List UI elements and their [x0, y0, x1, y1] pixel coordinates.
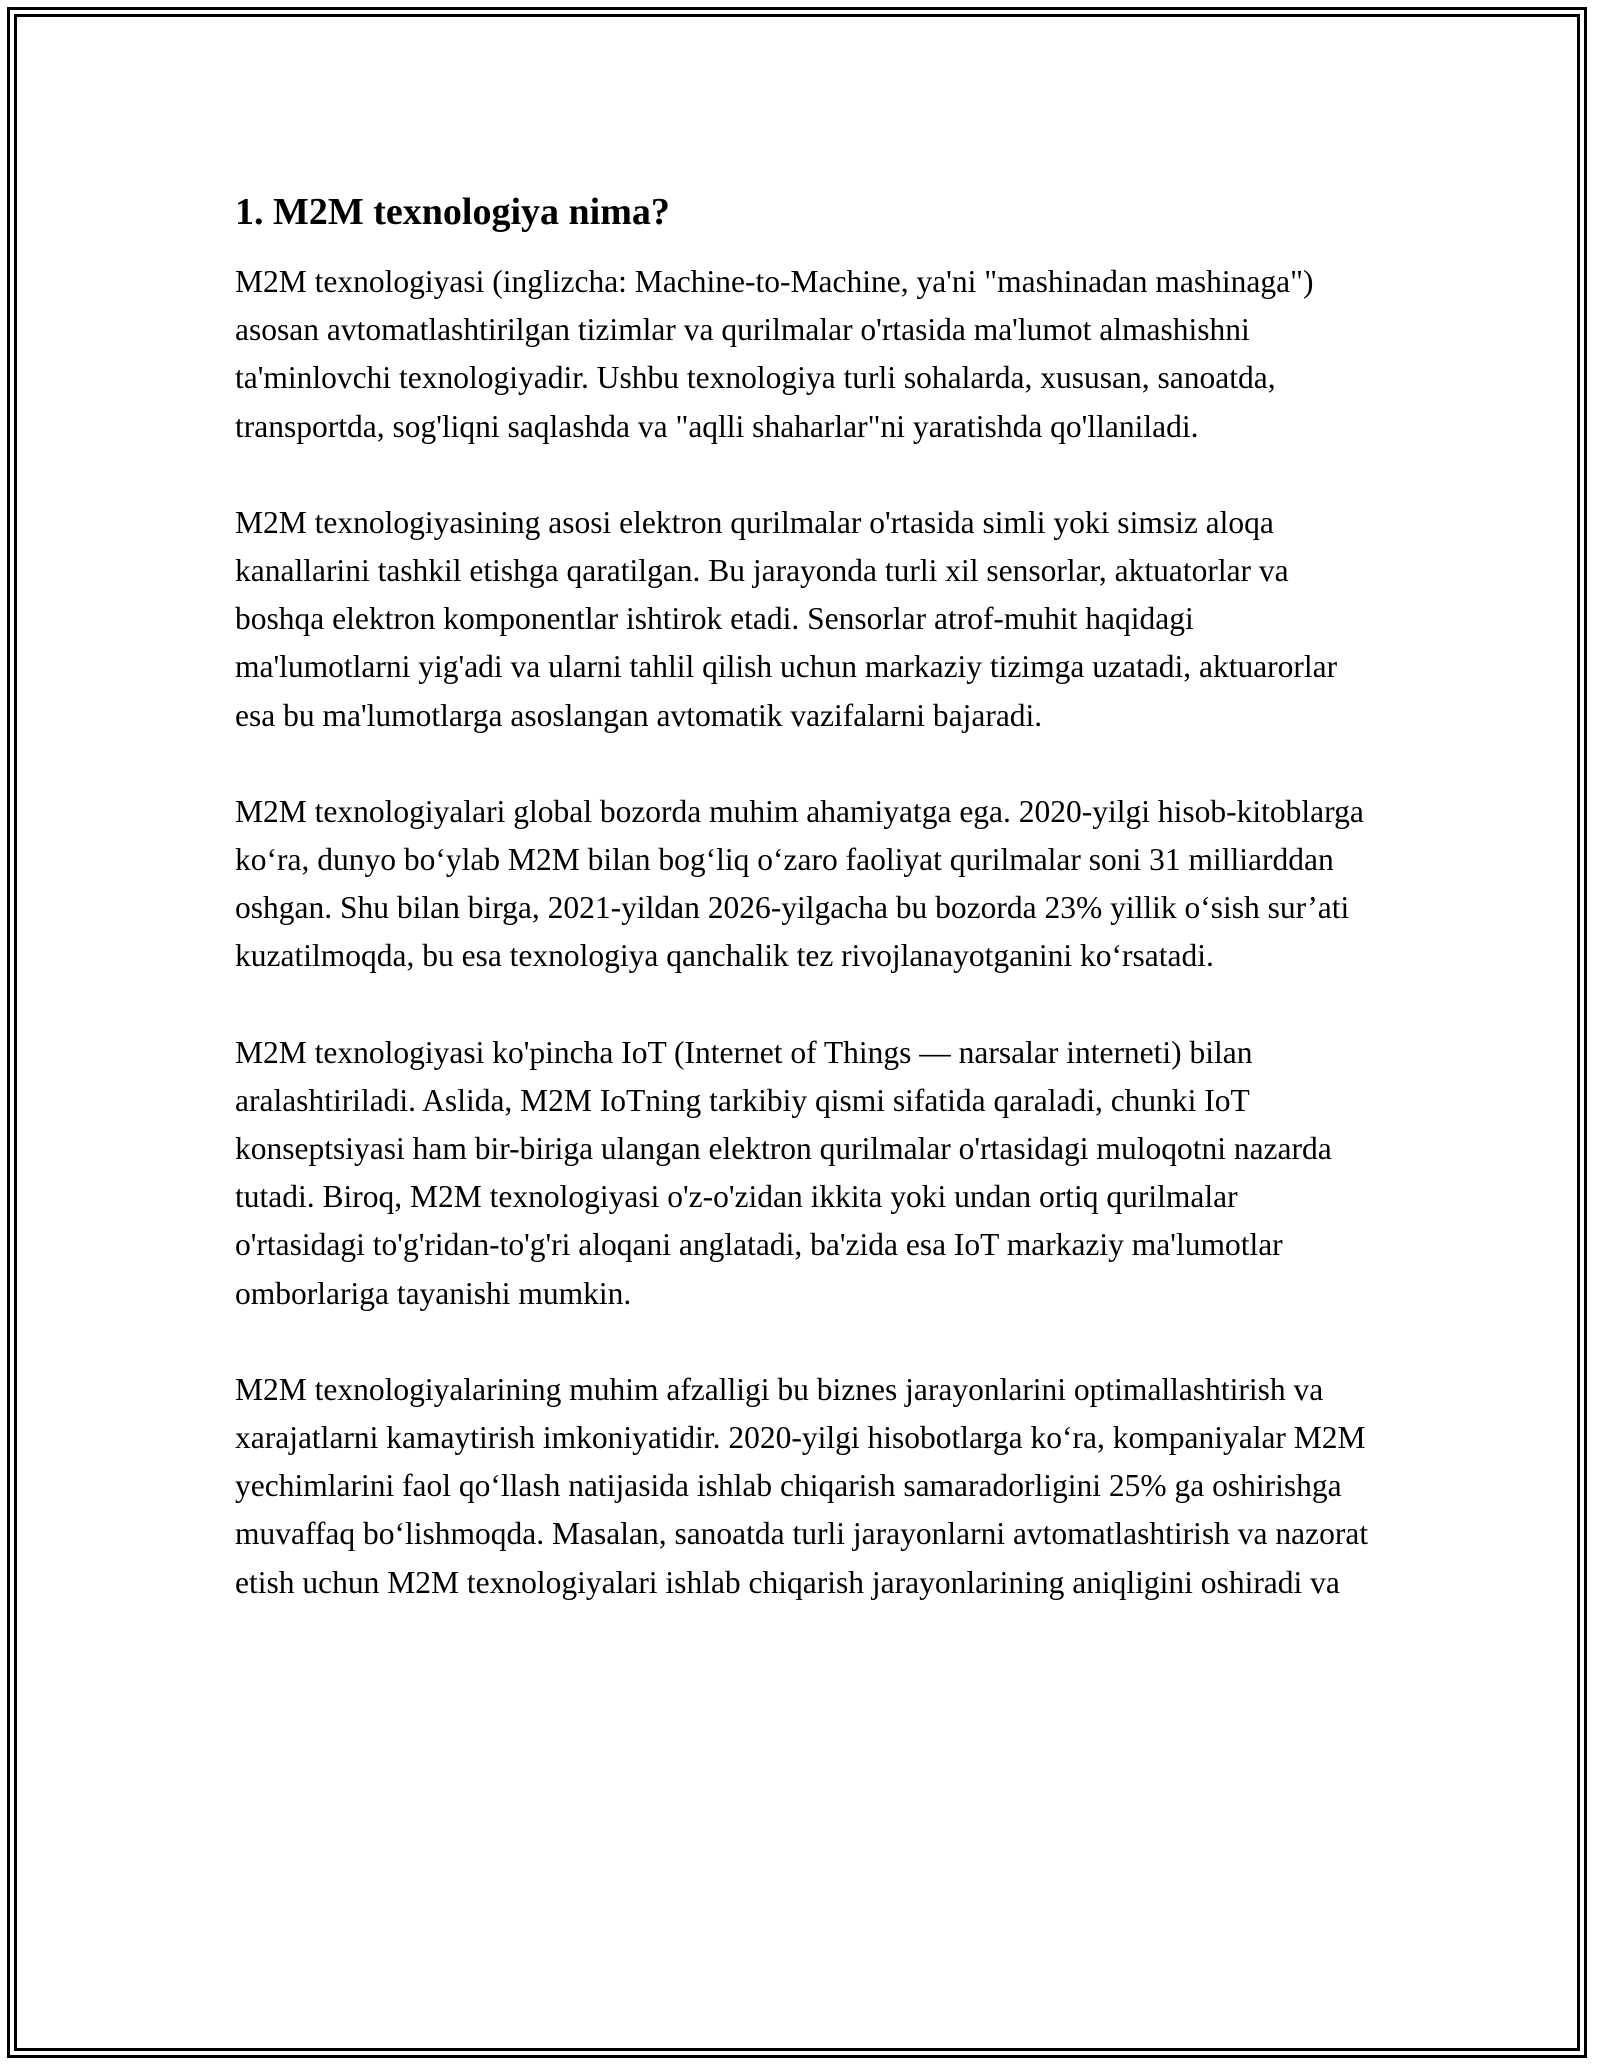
document-body — [235, 188, 1370, 1655]
paragraph: M2M texnologiyalari global bozorda muhim ahamiyatga ega. 2020-yilgi hisob-kitoblarga ko‘ra, dunyo bo‘ylab M2M bilan bog‘liq o‘zaro faoliyat qurilmalar soni 31 milliarddan oshgan. Shu bilan birga, 2021-yildan 2026-yilgacha bu bozorda 23% yillik o‘sish sur’ati kuzatilmoqda, bu esa texnologiya qanchalik tez rivojlanayotganini ko‘rsatadi. — [235, 793, 1364, 974]
paragraph: M2M texnologiyasi (inglizcha: Machine-to-Machine, ya'ni "mashinadan mashinaga") asosan avtomatlashtirilgan tizimlar va qurilmalar o'rtasida ma'lumot almashishni ta'minlovchi texnologiyadir. Ushbu texnologiya turli sohalarda, xususan, sanoatda, transportda, sog'liqni saqlashda va "aqlli shaharlar"ni yaratishda qo'llaniladi. — [235, 264, 1314, 444]
section-heading: 1. M2M texnologiya nima? — [235, 191, 670, 233]
paragraph: M2M texnologiyalarining muhim afzalligi bu biznes jarayonlarini optimallashtirish va xarajatlarni kamaytirish imkoniyatidir. 2020-yilgi hisobotlarga ko‘ra, kompaniyalar M2M yechimlarini faol qo‘llash natijasida ishlab chiqarish samaradorligini 25% ga oshirishga muvaffaq bo‘lishmoqda. Masalan, sanoatda turli jarayonlarni avtomatlashtirish va nazorat etish uchun M2M texnologiyalari ishlab chiqarish jarayonlarining aniqligini oshiradi va — [235, 1371, 1369, 1600]
paragraph: M2M texnologiyasining asosi elektron qurilmalar o'rtasida simli yoki simsiz aloqa kanallarini tashkil etishga qaratilgan. Bu jarayonda turli xil sensorlar, aktuatorlar va boshqa elektron komponentlar ishtirok etadi. Sensorlar atrof-muhit haqidagi ma'lumotlarni yig'adi va ularni tahlil qilish uchun markaziy tizimga uzatadi, aktuarorlar esa bu ma'lumotlarga asoslangan avtomatik vazifalarni bajaradi. — [235, 504, 1338, 733]
paragraph: M2M texnologiyasi ko'pincha IoT (Internet of Things — narsalar interneti) bilan aralashtiriladi. Aslida, M2M IoTning tarkibiy qismi sifatida qaraladi, chunki IoT konseptsiyasi ham bir-biriga ulangan elektron qurilmalar o'rtasidagi muloqotni nazarda tutadi. Biroq, M2M texnologiyasi o'z-o'zidan ikkita yoki undan ortiq qurilmalar o'rtasidagi to'g'ridan-to'g'ri aloqani anglatadi, ba'zida esa IoT markaziy ma'lumotlar omborlariga tayanishi mumkin. — [235, 1034, 1332, 1311]
